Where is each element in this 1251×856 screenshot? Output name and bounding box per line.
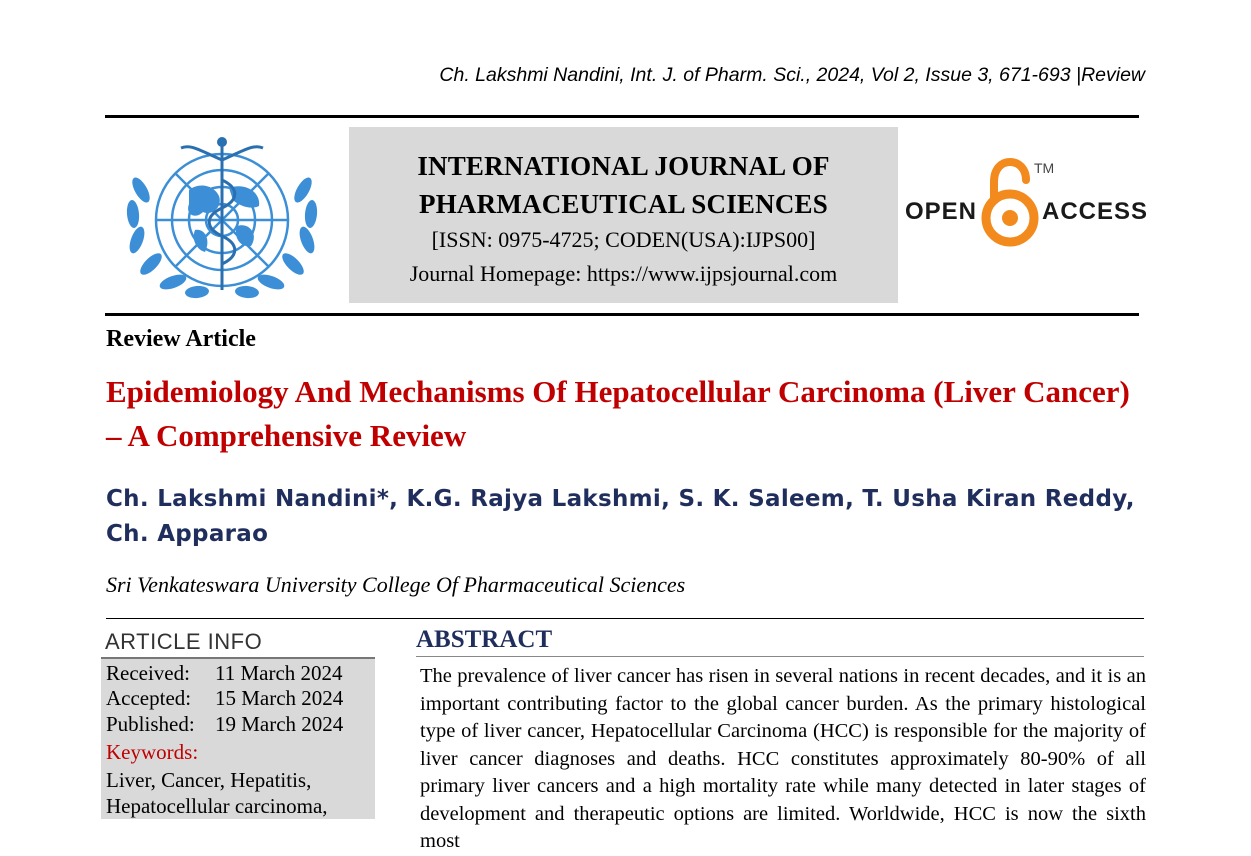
keywords-label: Keywords: (106, 740, 199, 764)
open-access-lock-icon (980, 158, 1040, 248)
article-info-heading: ARTICLE INFO (105, 629, 263, 654)
open-access-logo: OPEN TM ACCESS (902, 158, 1142, 250)
affiliation: Sri Venkateswara University College Of Pharmaceutical Sciences (106, 572, 686, 597)
journal-homepage-link[interactable]: Journal Homepage: https://www.ijpsjournal.com (409, 261, 838, 286)
received-row: Received: 11 March 2024 (106, 661, 343, 685)
journal-title-box (349, 127, 898, 303)
header-rule-top (105, 115, 1139, 118)
running-header: Ch. Lakshmi Nandini, Int. J. of Pharm. Sci., 2024, Vol 2, Issue 3, 671-693 |Review (439, 64, 1145, 86)
published-row: Published: 19 March 2024 (106, 712, 344, 736)
journal-name: INTERNATIONAL JOURNAL OF PHARMACEUTICAL SCIENCES (417, 151, 830, 219)
abstract-text: The prevalence of liver cancer has risen in several nations in recent decades, and it is an important contributing factor to the global cancer burden. As the primary histological type of liver cancer, Hepatocellular Carcinoma (HCC) is responsible for the majority of liver cancer diagnoses and deaths. HCC constitutes approximately 80-90% of all primary liver cancers and a high mortality rate while many detected in later stages of development and therapeutic options are limited. Worldwide, HCC is now the sixth most (420, 665, 1146, 852)
journal-issn: [ISSN: 0975-4725; CODEN(USA):IJPS00] (431, 227, 816, 252)
article-info-box (101, 659, 375, 819)
author-list: Ch. Lakshmi Nandini*, K.G. Rajya Lakshmi, S. K. Saleem, T. Usha Kiran Reddy, Ch. Apparao (106, 486, 1135, 547)
header-rule-bottom (105, 313, 1139, 316)
keywords-list: Liver, Cancer, Hepatitis, Hepatocellular carcinoma, (106, 768, 328, 818)
abstract-heading: ABSTRACT (416, 626, 553, 653)
paper-title: Epidemiology And Mechanisms Of Hepatocellular Carcinoma (Liver Cancer) – A Comprehensive Review (106, 374, 1130, 453)
abstract-rule (416, 656, 1144, 657)
section-divider (106, 618, 1144, 619)
accepted-date: 15 March 2024 (215, 686, 344, 710)
journal-emblem-logo (119, 130, 325, 306)
article-type: Review Article (106, 326, 256, 352)
received-date: 11 March 2024 (215, 661, 343, 685)
accepted-row: Accepted: 15 March 2024 (106, 686, 344, 710)
published-date: 19 March 2024 (215, 712, 344, 736)
